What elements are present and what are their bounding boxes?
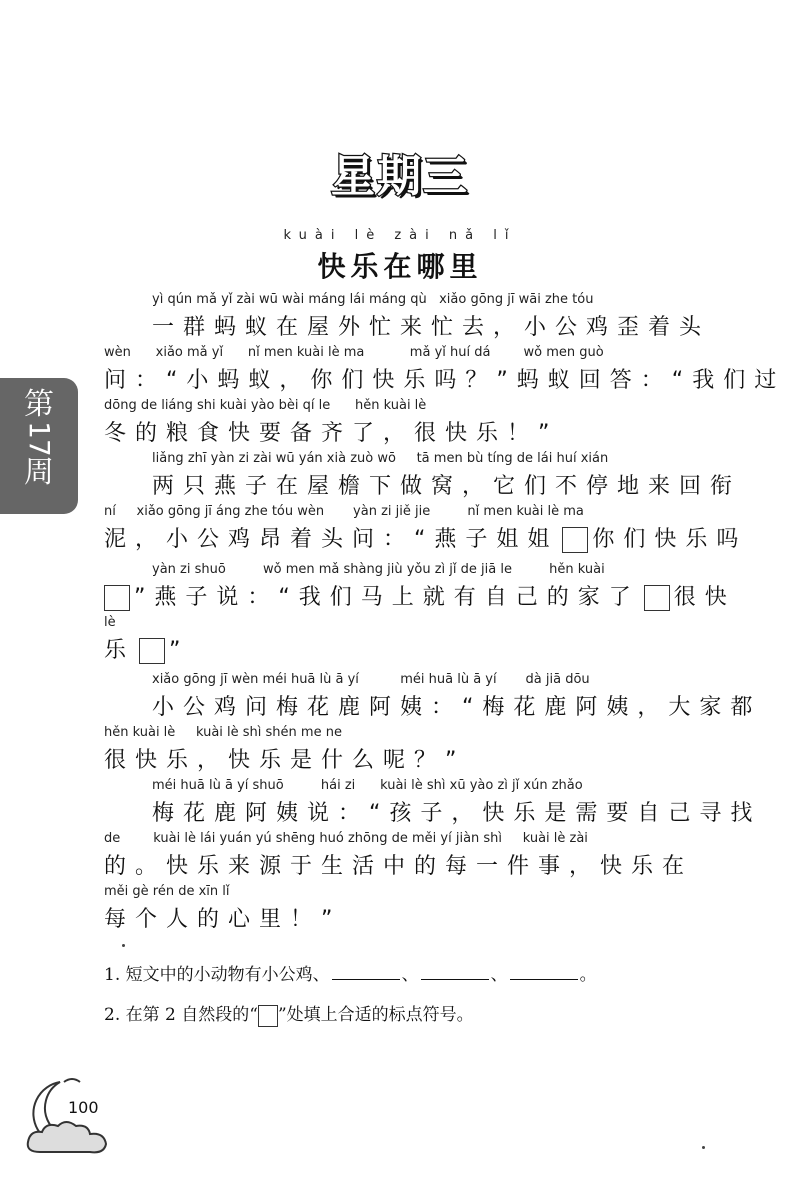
text-line <box>0 725 800 781</box>
hanzi: 问：“小蚂蚁，你们快乐吗？”蚂蚁回答：“我们过 <box>104 368 786 393</box>
hanzi: 乐 <box>104 638 136 663</box>
pinyin: wèn xiǎo mǎ yǐ nǐ men kuài lè ma mǎ yǐ huí dá wǒ men guò <box>104 345 604 360</box>
hanzi: 每个人的心里！” <box>104 907 342 932</box>
pinyin: yàn zi shuō wǒ men mǎ shàng jiù yǒu zì jǐ de jiā le hěn kuài <box>152 562 605 577</box>
text-line <box>0 672 800 728</box>
week-number: 17 <box>23 421 56 457</box>
hanzi: 梅花鹿阿姨说：“孩子，快乐是需要自己寻找 <box>152 801 762 826</box>
questions <box>104 960 724 1040</box>
q2-text: 2. 在第 2 自然段的“ <box>104 1005 258 1025</box>
text-line <box>0 615 800 671</box>
text-line <box>0 451 800 507</box>
hanzi: 泥，小公鸡昂着头问：“燕子姐姐 <box>104 527 559 552</box>
answer-blank[interactable] <box>510 963 578 980</box>
story-title-block <box>0 228 800 285</box>
text-line <box>0 831 800 887</box>
week-char-1: 第 <box>24 387 54 422</box>
punctuation-answer-box[interactable] <box>644 585 670 611</box>
hanzi: 两只燕子在屋檐下做窝，它们不停地来回衔 <box>152 474 742 499</box>
pinyin: hěn kuài lè kuài lè shì shén me ne <box>104 725 342 740</box>
hanzi: 很快 <box>673 585 736 610</box>
punctuation-answer-box[interactable] <box>139 638 165 664</box>
hanzi: 冬的粮食快要备齐了，很快乐！” <box>104 421 559 446</box>
answer-blank[interactable] <box>332 963 400 980</box>
hanzi: 小公鸡问梅花鹿阿姨：“梅花鹿阿姨，大家都 <box>152 695 762 720</box>
story-title-pinyin: kuài lè zài nǎ lǐ <box>283 228 517 243</box>
day-title: 星期三 <box>331 151 469 202</box>
punctuation-answer-box[interactable] <box>562 527 588 553</box>
q2-text-end: ”处填上合适的标点符号。 <box>277 1005 474 1025</box>
text-line <box>0 884 800 940</box>
question-1 <box>104 960 724 1000</box>
pinyin: dōng de liáng shi kuài yào bèi qí le hěn kuài lè <box>104 398 427 413</box>
moon-cloud-icon <box>20 1072 130 1162</box>
story-title: 快乐在哪里 <box>317 250 483 283</box>
box-symbol <box>258 1005 278 1027</box>
text-line <box>0 778 800 834</box>
pinyin: méi huā lù ā yí shuō hái zi kuài lè shì xū yào zì jǐ xún zhǎo <box>152 778 583 793</box>
pinyin: de kuài lè lái yuán yú shēng huó zhōng de měi yí jiàn shì kuài lè zài <box>104 831 588 846</box>
hanzi-line <box>104 633 189 664</box>
hanzi: ” <box>169 638 190 663</box>
text-line <box>0 292 800 348</box>
pinyin: liǎng zhī yàn zi zài wū yán xià zuò wō tā men bù tíng de lái huí xián <box>152 451 609 466</box>
hanzi: ”燕子说：“我们马上就有自己的家了 <box>134 585 640 610</box>
hanzi: 一群蚂蚁在屋外忙来忙去，小公鸡歪着头 <box>152 315 711 340</box>
pinyin: xiǎo gōng jī wèn méi huā lù ā yí méi huā lù ā yí dà jiā dōu <box>152 672 590 687</box>
text-line <box>0 345 800 401</box>
pinyin: yì qún mǎ yǐ zài wū wài máng lái máng qù xiǎo gōng jī wāi zhe tóu <box>152 292 594 307</box>
text-line <box>0 398 800 454</box>
hanzi-line <box>104 522 747 553</box>
hanzi: 很快乐，快乐是什么呢？” <box>104 748 466 773</box>
q1-end: 。 <box>579 965 597 985</box>
speck <box>122 944 125 947</box>
q1-text: 1. 短文中的小动物有小公鸡、 <box>104 965 330 985</box>
text-line <box>0 562 800 618</box>
speck <box>702 1146 705 1149</box>
text-line <box>0 504 800 560</box>
week-char-2: 周 <box>24 455 54 490</box>
answer-blank[interactable] <box>421 963 489 980</box>
q1-separator: 、 <box>401 965 419 985</box>
pinyin: ní xiǎo gōng jī áng zhe tóu wèn yàn zi jiě jie nǐ men kuài lè ma <box>104 504 584 519</box>
hanzi: 你们快乐吗 <box>592 527 748 552</box>
page-number: 100 <box>68 1098 99 1117</box>
punctuation-answer-box[interactable] <box>104 585 130 611</box>
hanzi: 的。快乐来源于生活中的每一件事，快乐在 <box>104 854 694 879</box>
question-2 <box>104 1000 724 1040</box>
hanzi-line <box>104 580 736 611</box>
pinyin: lè <box>104 615 116 630</box>
pinyin: měi gè rén de xīn lǐ <box>104 884 230 899</box>
q1-separator: 、 <box>490 965 508 985</box>
